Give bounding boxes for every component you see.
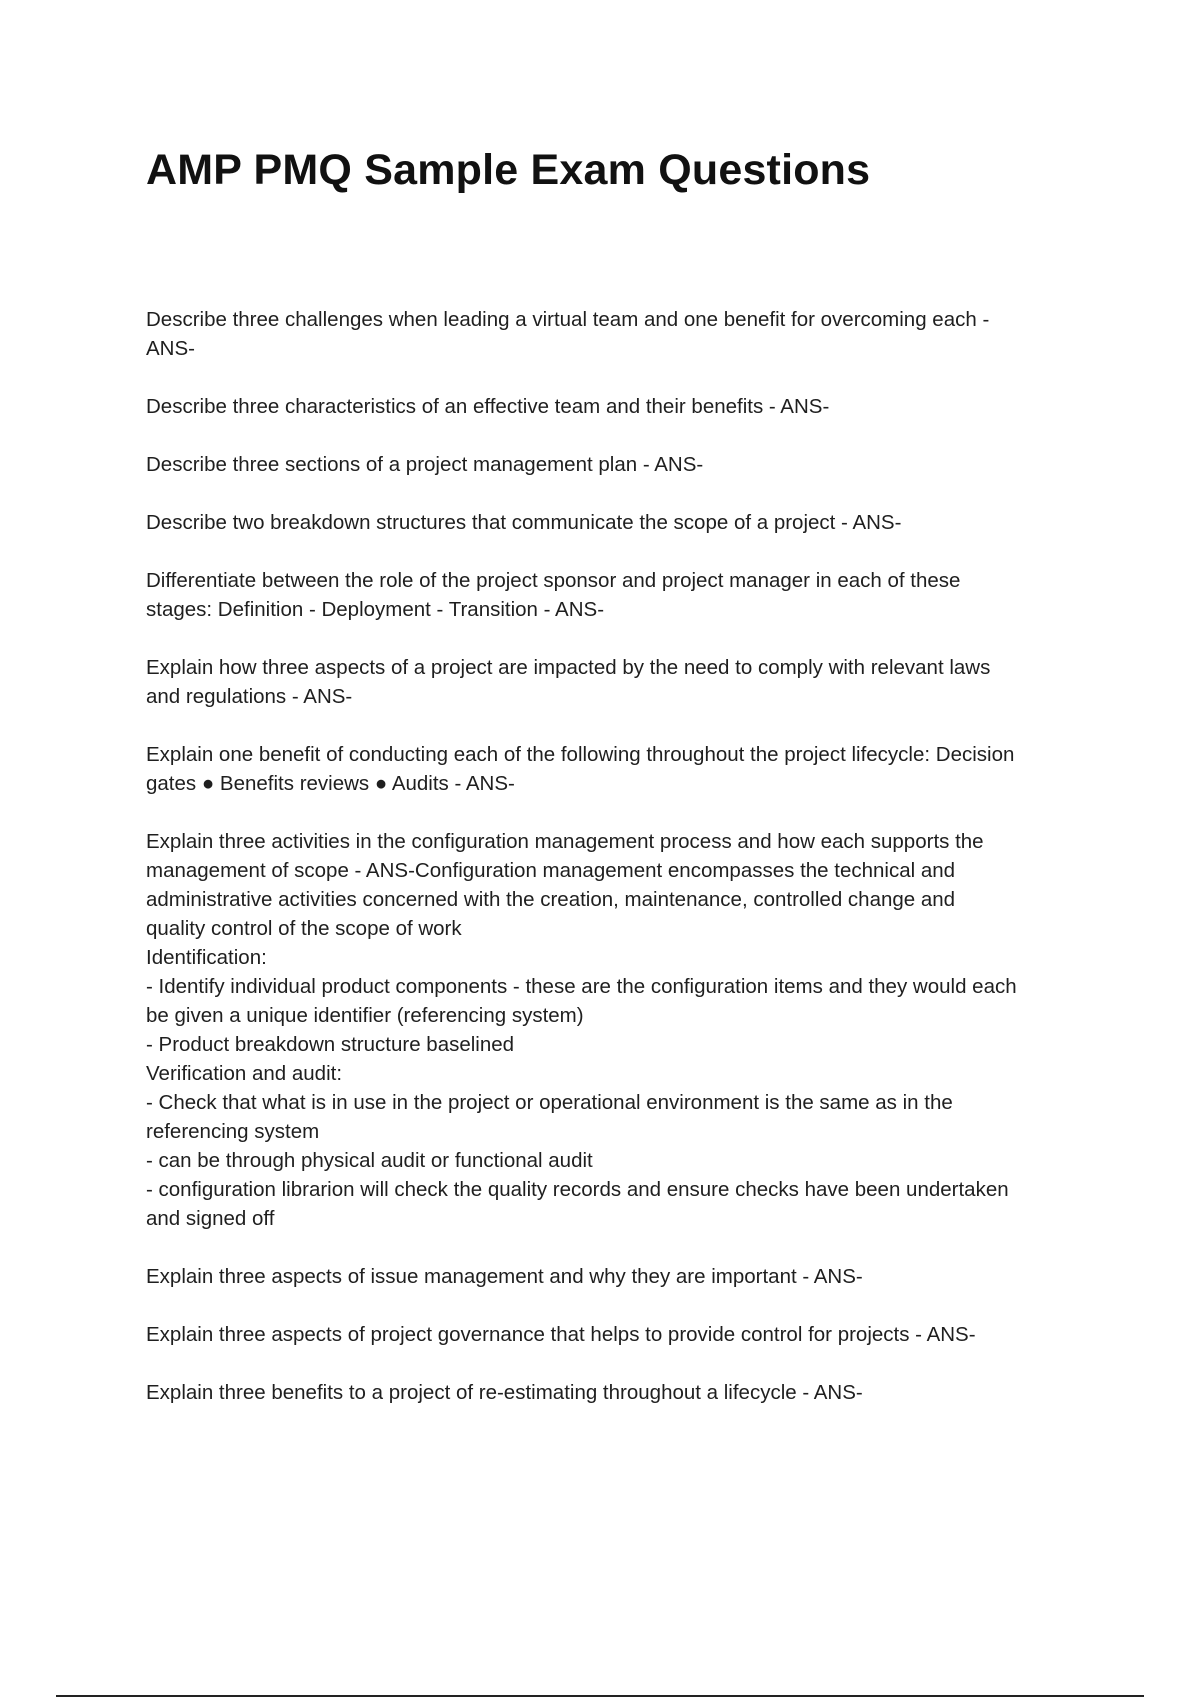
question-text-line: administrative activities concerned with the creation, maintenance, controlled change and bbox=[146, 888, 956, 911]
question-item bbox=[146, 566, 1096, 624]
question-list bbox=[146, 305, 1096, 1436]
question-text-line: - Check that what is in use in the project or operational environment is the same as in the bbox=[146, 1091, 953, 1114]
question-item bbox=[146, 1262, 1096, 1291]
question-text-line: be given a unique identifier (referencing system) bbox=[146, 1004, 584, 1027]
question-text-line: and signed off bbox=[146, 1207, 275, 1230]
question-text-line: Describe three characteristics of an effective team and their benefits - ANS- bbox=[146, 395, 830, 418]
question-text-line: - can be through physical audit or functional audit bbox=[146, 1149, 593, 1172]
question-text-line: Explain how three aspects of a project are impacted by the need to comply with relevant laws bbox=[146, 656, 991, 679]
question-text-line: management of scope - ANS-Configuration management encompasses the technical and bbox=[146, 859, 956, 882]
question-item bbox=[146, 392, 1096, 421]
question-text-line: ANS- bbox=[146, 337, 195, 360]
question-text-line: Explain one benefit of conducting each of the following throughout the project lifecycle: Decision bbox=[146, 743, 1015, 766]
question-item bbox=[146, 740, 1096, 798]
question-text-line: Explain three benefits to a project of re-estimating throughout a lifecycle - ANS- bbox=[146, 1381, 863, 1404]
question-text-line: stages: Definition - Deployment - Transition - ANS- bbox=[146, 598, 605, 621]
question-item bbox=[146, 1378, 1096, 1407]
question-item bbox=[146, 450, 1096, 479]
question-text-line: Explain three aspects of issue management and why they are important - ANS- bbox=[146, 1265, 863, 1288]
question-text-line: Identification: bbox=[146, 946, 267, 969]
question-text-line: Explain three activities in the configuration management process and how each supports the bbox=[146, 830, 984, 853]
question-text-line: Verification and audit: bbox=[146, 1062, 343, 1085]
question-text-line: and regulations - ANS- bbox=[146, 685, 353, 708]
page-title: AMP PMQ Sample Exam Questions bbox=[146, 146, 871, 194]
question-text-line: Describe three challenges when leading a virtual team and one benefit for overcoming each - bbox=[146, 308, 990, 331]
question-item bbox=[146, 508, 1096, 537]
question-item bbox=[146, 653, 1096, 711]
question-text-line: Describe two breakdown structures that communicate the scope of a project - ANS- bbox=[146, 511, 902, 534]
question-text-line: Explain three aspects of project governance that helps to provide control for projects - ANS- bbox=[146, 1323, 976, 1346]
question-text-line: - configuration librarion will check the quality records and ensure checks have been undertaken bbox=[146, 1178, 1009, 1201]
question-text-line: - Product breakdown structure baselined bbox=[146, 1033, 515, 1056]
question-item bbox=[146, 827, 1096, 1233]
question-text-line: gates ● Benefits reviews ● Audits - ANS- bbox=[146, 772, 515, 795]
question-text-line: - Identify individual product components - these are the configuration items and they would each bbox=[146, 975, 1017, 998]
question-text-line: quality control of the scope of work bbox=[146, 917, 462, 940]
question-item bbox=[146, 305, 1096, 363]
question-text-line: referencing system bbox=[146, 1120, 320, 1143]
question-item bbox=[146, 1320, 1096, 1349]
question-text-line: Differentiate between the role of the project sponsor and project manager in each of these bbox=[146, 569, 961, 592]
footer-divider bbox=[56, 1695, 1144, 1697]
question-text-line: Describe three sections of a project management plan - ANS- bbox=[146, 453, 704, 476]
